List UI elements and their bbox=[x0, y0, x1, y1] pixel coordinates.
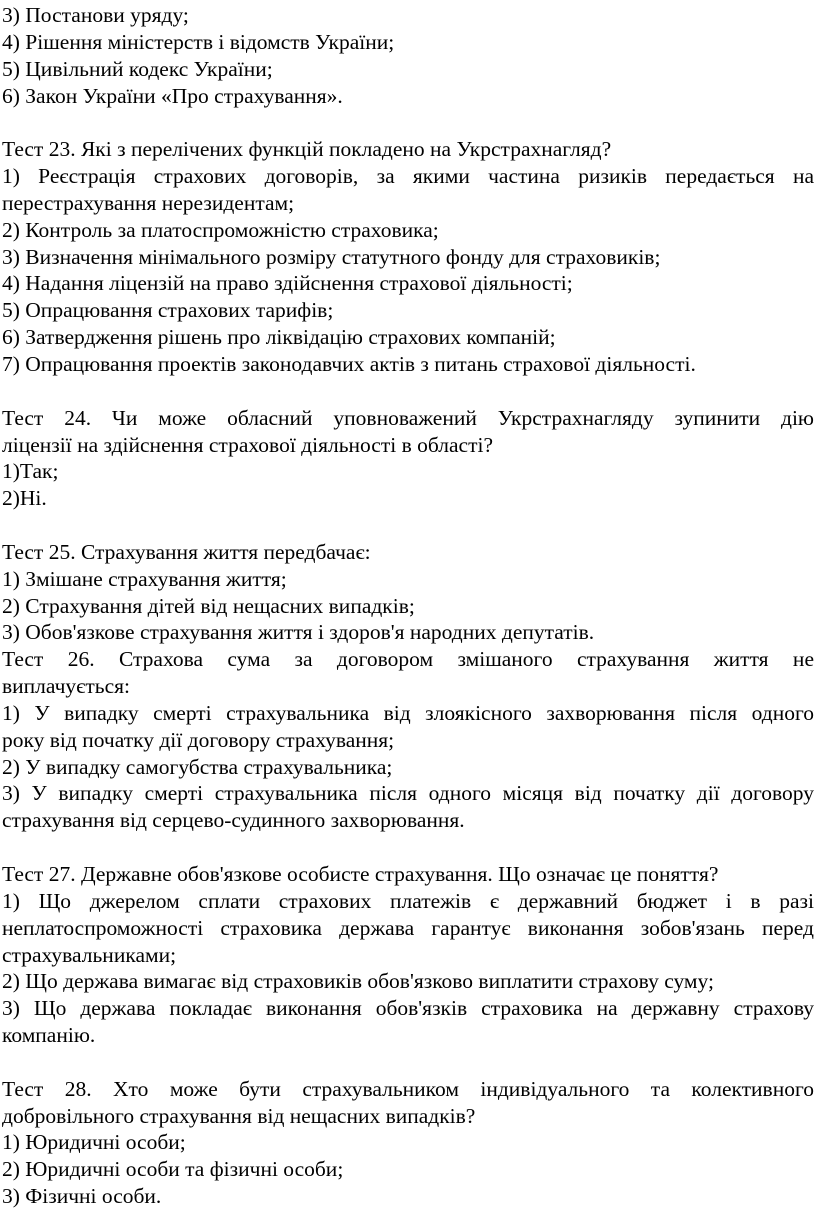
test-25-option-1: 1) Змішане страхування життя; bbox=[2, 566, 287, 591]
test-26-option-2: 2) У випадку самогубства страхувальника; bbox=[2, 754, 393, 779]
test-24-option-2: 2)Ні. bbox=[2, 486, 47, 511]
test-23-option-6: 6) Затвердження рішень про ліквідацію страхових компаній; bbox=[2, 325, 556, 350]
test-26-option-3-cont: страхування від серцево-судинного захворювання. bbox=[2, 808, 465, 833]
test-25-option-3: 3) Обов'язкове страхування життя і здоров'я народних депутатів. bbox=[2, 620, 595, 645]
test-28-option-1: 1) Юридичні особи; bbox=[2, 1130, 186, 1155]
test-27-option-2: 2) Що держава вимагає від страховиків обов'язково виплатити страхову суму; bbox=[2, 969, 714, 994]
test-26-option-1-cont: року від початку дії договору страхування; bbox=[2, 727, 395, 752]
test-28-question: Тест 28. Хто може бути страхувальником індивідуального та колективного bbox=[2, 1076, 814, 1101]
test-27-question: Тест 27. Державне обов'язкове особисте страхування. Що означає це поняття? bbox=[2, 862, 719, 886]
test-24-option-1: 1)Так; bbox=[2, 459, 59, 484]
test-25-option-2: 2) Страхування дітей від нещасних випадків; bbox=[2, 593, 415, 618]
test-27-option-1-cont: страхувальниками; bbox=[2, 942, 177, 967]
list-item: 4) Рішення міністерств і відомств України; bbox=[2, 29, 395, 54]
list-item: 6) Закон України «Про страхування». bbox=[2, 83, 343, 108]
paragraph-spacer bbox=[2, 109, 814, 136]
test-23-option-4: 4) Надання ліцензій на право здійснення страхової діяльності; bbox=[2, 271, 573, 296]
test-23-option-7: 7) Опрацювання проектів законодавчих актів з питань страхової діяльності. bbox=[2, 351, 696, 376]
test-23-option-1: 1) Реєстрація страхових договорів, за якими частина ризиків передається на bbox=[2, 164, 814, 189]
test-27-option-3: 3) Що держава покладає виконання обов'язків страховика на державну страхову bbox=[2, 996, 814, 1021]
test-24-question-cont: ліцензії на здійснення страхової діяльності в області? bbox=[2, 432, 493, 457]
test-26-question: Тест 26. Страхова сума за договором змішаного страхування життя не bbox=[2, 647, 814, 672]
test-26-question-cont: виплачується: bbox=[2, 674, 130, 699]
test-27-option-1-cont: неплатоспроможності страховика держава гарантує виконання зобов'язань перед bbox=[2, 915, 814, 940]
test-23-option-1-cont: перестрахування нерезидентам; bbox=[2, 190, 295, 215]
test-23-option-3: 3) Визначення мінімального розміру статутного фонду для страховиків; bbox=[2, 244, 661, 269]
test-26-option-1: 1) У випадку смерті страхувальника від злоякісного захворювання після одного bbox=[2, 700, 814, 725]
test-28-option-3: 3) Фізичні особи. bbox=[2, 1184, 162, 1209]
test-27-option-1: 1) Що джерелом сплати страхових платежів є державний бюджет і в разі bbox=[2, 888, 814, 913]
test-23-option-2: 2) Контроль за платоспроможністю страховика; bbox=[2, 217, 439, 242]
paragraph-spacer bbox=[2, 834, 814, 861]
list-item: 3) Постанови уряду; bbox=[2, 3, 189, 27]
paragraph-spacer bbox=[2, 378, 814, 405]
test-26-option-3: 3) У випадку смерті страхувальника після одного місяця від початку дії договору bbox=[2, 781, 814, 806]
test-28-option-2: 2) Юридичні особи та фізичні особи; bbox=[2, 1157, 344, 1182]
paragraph-spacer bbox=[2, 512, 814, 539]
paragraph-spacer bbox=[2, 1049, 814, 1076]
test-25-question: Тест 25. Страхування життя передбачає: bbox=[2, 539, 371, 564]
test-27-option-3-cont: компанію. bbox=[2, 1023, 96, 1048]
test-24-question: Тест 24. Чи може обласний уповноважений Укрстрахнагляду зупинити дію bbox=[2, 405, 814, 430]
list-item: 5) Цивільний кодекс України; bbox=[2, 56, 273, 81]
test-23-question: Тест 23. Які з перелічених функцій покладено на Укрстрахнагляд? bbox=[2, 137, 612, 162]
test-23-option-5: 5) Опрацювання страхових тарифів; bbox=[2, 298, 334, 323]
test-28-question-cont: добровільного страхування від нещасних випадків? bbox=[2, 1103, 476, 1128]
